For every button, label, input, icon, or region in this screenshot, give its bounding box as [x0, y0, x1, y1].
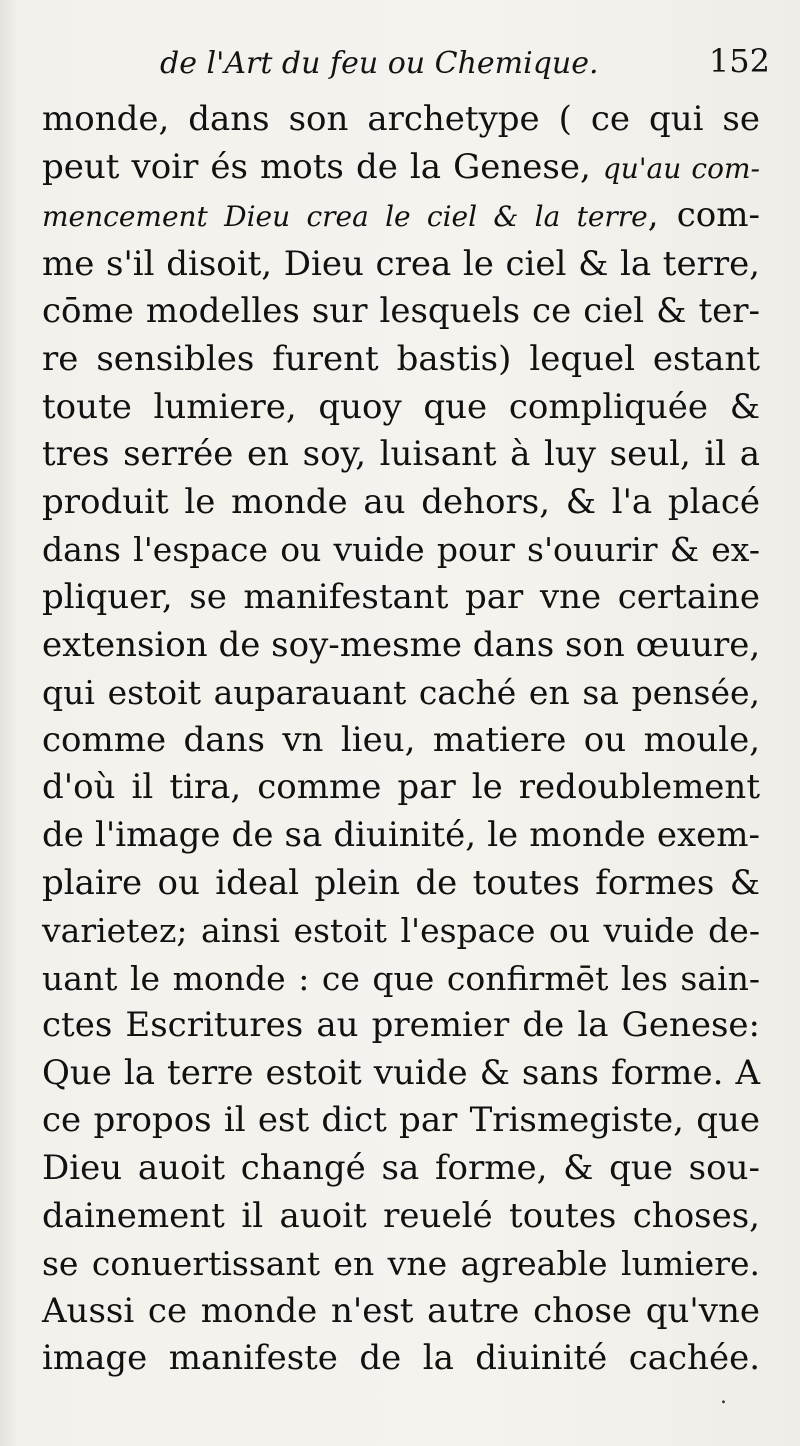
text-line	[42, 384, 760, 432]
running-title: de l'Art du feu ou Chemique.	[160, 46, 599, 81]
italic-text-segment: mencement Dieu crea le ciel & la terre	[42, 200, 648, 234]
text-line	[42, 669, 760, 717]
text-segment: uant le monde : ce que confirmēt les sain-	[42, 958, 760, 998]
text-segment: tres serrée en soy, luisant à luy seul, il a	[42, 434, 760, 475]
text-line	[42, 955, 760, 1003]
text-segment: de l'image de sa diuinité, le monde exem-	[42, 814, 760, 855]
text-line	[42, 1002, 760, 1050]
text-line	[42, 288, 760, 336]
text-line	[42, 336, 760, 384]
text-line	[42, 1193, 760, 1241]
text-segment: re sensibles furent bastis) lequel estant	[42, 338, 760, 379]
text-line	[42, 526, 760, 574]
text-segment: d'où il tira, comme par le redoublement	[42, 767, 760, 808]
text-segment: cōme modelles sur lesquels ce ciel & ter-	[42, 291, 760, 332]
text-segment: ctes Escritures au premier de la Genese:	[42, 1005, 760, 1046]
text-line	[42, 241, 760, 289]
text-line	[42, 1288, 760, 1336]
text-segment: Que la terre estoit vuide & sans forme. A	[42, 1052, 760, 1093]
text-segment: me s'il disoit, Dieu crea le ciel & la terre,	[42, 243, 760, 284]
text-line	[42, 1145, 760, 1193]
text-line	[42, 764, 760, 812]
text-segment: Aussi ce monde n'est autre chose qu'vne	[42, 1290, 760, 1331]
text-line	[42, 144, 760, 193]
text-segment: dainement il auoit reuelé toutes choses,	[42, 1195, 760, 1236]
text-segment: image manifeste de la diuinité cachée.	[42, 1338, 760, 1379]
text-segment: peut voir és mots de la Genese,	[42, 146, 603, 187]
text-segment: se conuertissant en vne agreable lumiere.	[42, 1244, 760, 1284]
text-line	[42, 574, 760, 622]
text-segment: varietez; ainsi estoit l'espace ou vuide de-	[42, 911, 760, 951]
text-segment: Dieu auoit changé sa forme, & que sou-	[42, 1148, 760, 1189]
text-segment: dans l'espace ou vuide pour s'ouurir & ex-	[42, 530, 760, 570]
text-line	[42, 1050, 760, 1098]
text-segment: monde, dans son archetype ( ce qui se	[42, 99, 760, 139]
text-line	[42, 431, 760, 479]
italic-text-segment: qu'au com-	[602, 151, 760, 185]
text-line	[42, 96, 760, 144]
text-line	[42, 860, 760, 908]
text-segment: plaire ou ideal plein de toutes formes &	[42, 862, 760, 903]
page-end-dot: .	[720, 1384, 727, 1409]
text-segment: pliquer, se manifestant par vne certaine	[42, 576, 760, 617]
text-segment: toute lumiere, quoy que compliquée &	[42, 386, 760, 427]
text-line	[42, 1097, 760, 1145]
text-line	[42, 812, 760, 860]
body-text	[42, 96, 760, 1383]
text-line	[42, 192, 760, 241]
page-number: 152	[708, 42, 770, 80]
text-line	[42, 1240, 760, 1288]
text-segment: , com-	[647, 195, 760, 236]
text-segment: comme dans vn lieu, matiere ou moule,	[42, 719, 760, 760]
text-segment: produit le monde au dehors, & l'a placé	[42, 481, 760, 522]
text-line	[42, 622, 760, 670]
text-line	[42, 717, 760, 765]
text-segment: qui estoit auparauant caché en sa pensée,	[42, 673, 760, 713]
text-line	[42, 479, 760, 527]
text-segment: ce propos il est dict par Trismegiste, que	[42, 1100, 760, 1141]
text-line	[42, 907, 760, 955]
text-segment: extension de soy-mesme dans son œuure,	[42, 624, 761, 665]
page-header	[160, 42, 770, 90]
text-line	[42, 1335, 760, 1383]
